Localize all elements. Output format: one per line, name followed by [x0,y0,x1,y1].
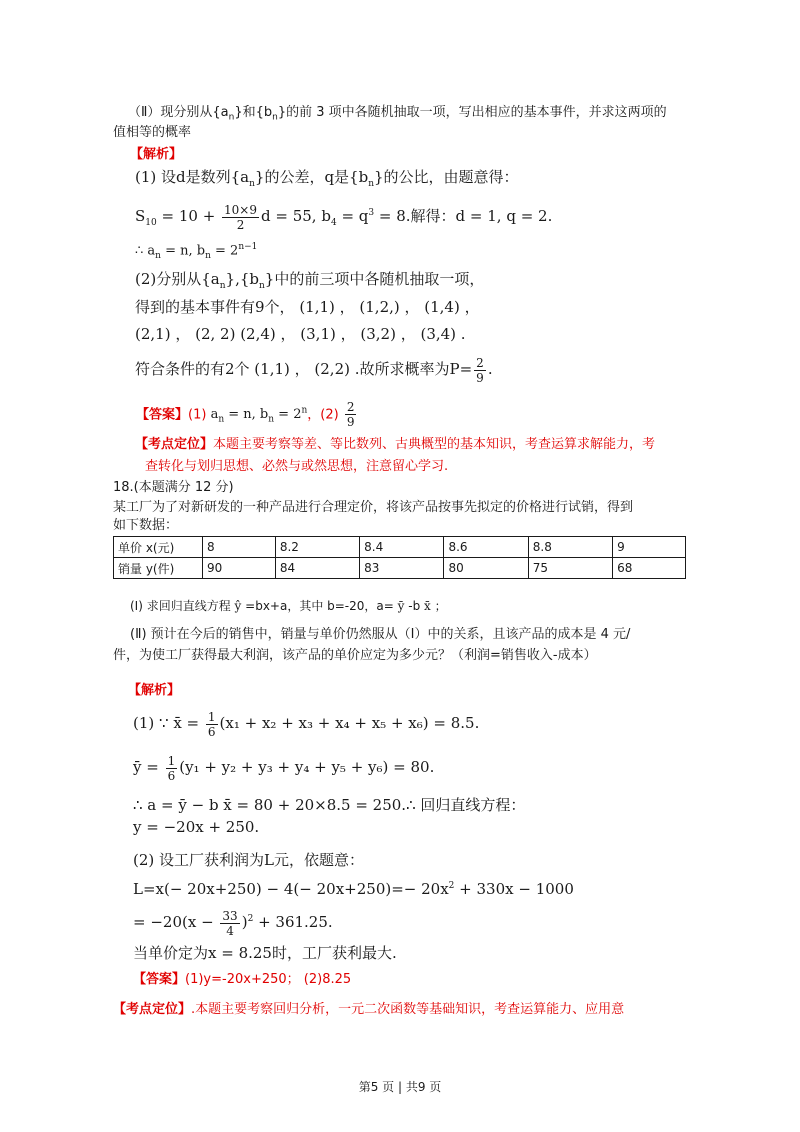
denominator: 9 [346,415,355,430]
question-18-heading: 18.(本题满分 12 分) [113,480,234,495]
text-segment: 符合条件的有2个 (1,1) ， (2,2) .故所求概率为P= [135,360,473,378]
numerator: 2 [346,400,355,415]
text-segment: ) [241,913,248,931]
page-footer: 第5 页 | 共9 页 [358,1080,442,1094]
fraction [222,203,259,232]
denominator: 2 [236,217,245,232]
numerator: 2 [476,355,484,370]
analysis-label-1: 【解析】 [130,147,183,162]
text-segment: (Ⅰ) 求回归直线方程 [130,599,235,613]
key-point-1-line-2: 查转化与划归思想、必然与或然思想，注意留心学习. [145,459,449,474]
text-segment: = −20(x − [133,913,219,931]
text-segment: ȳ = [133,758,164,776]
table-row [114,558,686,579]
text-segment: -b [404,599,424,613]
solution-1-line-1 [135,168,519,193]
text-segment: = 2 [274,407,302,423]
denominator: 9 [476,370,484,385]
subscript: n [368,179,374,189]
key-point-label: 【考点定位】 [135,437,214,452]
text-segment: }的公差，q是{b [254,168,369,186]
text-segment: . [487,360,493,378]
table-cell: 8 [203,537,276,558]
table-row [114,537,686,558]
text-segment: d = 55, b [261,207,331,225]
text-segment: L=x(− 20x+250) − 4(− 20x+250)=− 20x [133,880,449,898]
subscript: 10 [145,218,157,228]
text-segment: + 330x − 1000 [454,880,574,898]
table-cell: 84 [275,558,359,579]
table-cell: 8.2 [275,537,359,558]
text-segment: = 2 [210,243,239,259]
denominator: 6 [167,768,176,783]
solution-18-line-2 [133,750,434,784]
question-18-part-1 [130,597,447,615]
y-hat-symbol: ŷ [234,599,242,613]
solution-1-line-2 [135,196,552,240]
answer-1 [136,394,358,437]
question-18-part-2-line-1: (Ⅱ) 预计在今后的销售中，销量与单价仍然服从（Ⅰ）中的关系，且该产品的成本是 4 元/ [130,627,631,642]
text-segment: (1) 设d是数列{a [135,168,250,186]
solution-18-line-1 [133,706,479,740]
text-segment: },{b [225,270,259,288]
superscript: 3 [368,208,375,218]
solution-2-line-1 [135,270,484,295]
text-segment: ，(2) [307,407,343,423]
question-18-part-2-line-2: 件，为使工厂获得最大利润，该产品的单价应定为多少元？（利润=销售收入-成本） [113,648,597,663]
subscript: n [272,112,278,123]
fraction [474,356,486,385]
superscript: n [301,406,308,416]
table-cell: 80 [444,558,528,579]
subscript: n [249,179,255,189]
subscript: n [219,281,226,291]
x-bar-symbol: x̄ [424,599,431,613]
text-segment: = n, b [160,243,206,259]
answer-2 [133,971,351,989]
superscript: 2 [247,914,254,924]
superscript: 2 [448,881,455,891]
superscript: n−1 [238,242,258,252]
fraction [206,710,218,739]
text-segment: (1)y=-20x+250； (2)8.25 [185,972,352,987]
table-cell: 8.8 [528,537,612,558]
table-cell: 68 [613,558,686,579]
answer-1-formula [210,406,308,425]
text-segment: }和{b [234,105,273,120]
solution-18-line-4: y = −20x + 250. [133,818,260,836]
text-segment: （Ⅱ）现分别从{a [128,105,229,120]
question-part-2-line-2: 值相等的概率 [113,125,192,140]
solution-18-line-3: ∴ a = ȳ − b x̄ = 80 + 20×8.5 = 250.∴ 回归直线方程： [133,796,526,814]
text-segment: (1) ∵ x̄ = [133,714,204,732]
answer-label: 【答案】 [136,407,189,423]
solution-18-line-7 [133,902,333,939]
solution-1-line-3 [135,238,257,265]
subscript: n [205,250,211,261]
text-segment: (y₁ + y₂ + y₃ + y₄ + y₅ + y₆) = 80. [179,758,435,776]
text-segment: S [135,207,146,225]
text-segment: 本题主要考察等差、等比数列、古典概型的基本知识，考查运算求解能力，考 [213,437,656,452]
text-segment: (1) [188,407,211,423]
fraction [220,909,239,938]
answer-label: 【答案】 [133,972,186,987]
table-cell: 销量 y(件) [114,558,203,579]
denominator: 4 [226,923,234,938]
text-segment: .本题主要考察回归分析，一元二次函数等基础知识，考查运算能力、应用意 [191,1002,625,1017]
subscript: n [155,250,161,261]
text-segment: a [210,407,219,423]
y-bar-symbol: ȳ [397,599,405,613]
analysis-label-2: 【解析】 [128,683,181,698]
text-segment: =bx+a，其中 b=-20，a= [241,599,398,613]
text-segment: ； [430,599,447,613]
price-sales-table [113,536,686,579]
key-point-label: 【考点定位】 [113,1002,192,1017]
subscript: n [218,414,225,425]
solution-2-line-3: (2,1) ， (2, 2) (2,4) ， (3,1) ， (3,2) ， (3,4) . [135,325,466,343]
table-cell: 9 [613,537,686,558]
fraction [166,754,178,783]
text-segment: = 10 + [156,207,221,225]
numerator: 1 [207,709,216,724]
solution-2-line-2: 得到的基本事件有9个， (1,1) ， (1,2,) ， (1,4) ， [135,298,480,316]
denominator: 6 [207,724,216,739]
text-segment: }中的前三项中各随机抽取一项， [264,270,485,288]
text-segment: (2)分别从{a [135,270,220,288]
solution-2-line-4 [135,352,493,386]
question-18-line-2: 如下数据： [113,518,179,533]
table-cell: 8.4 [360,537,444,558]
numerator: 33 [222,908,238,923]
fraction [345,400,357,429]
subscript: n [259,281,265,291]
question-18-line-1: 某工厂为了对新研发的一种产品进行合理定价，将该产品按事先拟定的价格进行试销，得到 [113,500,634,515]
key-point-2 [113,1001,624,1019]
table-cell: 8.6 [444,537,528,558]
text-segment: ∴ a [135,243,156,259]
numerator: 1 [167,753,176,768]
key-point-1-line-1 [135,436,655,454]
table-cell: 83 [360,558,444,579]
text-segment: }的公比，由题意得： [374,168,519,186]
subscript: n [228,112,235,123]
numerator: 10×9 [224,202,257,217]
subscript: 4 [330,218,337,228]
table-cell: 90 [203,558,276,579]
subscript: n [268,414,275,425]
question-part-2-line-1 [128,104,667,127]
text-segment: }的前 3 项中各随机抽取一项，写出相应的基本事件，并求这两项的 [277,105,667,120]
text-segment: = 8.解得：d = 1, q = 2. [374,207,553,225]
text-segment: = n, b [224,407,269,423]
solution-18-line-6 [133,877,574,898]
text-segment: + 361.25. [253,913,333,931]
table-cell: 75 [528,558,612,579]
solution-18-line-5: (2) 设工厂获利润为L元，依题意： [133,851,364,869]
text-segment: (x₁ + x₂ + x₃ + x₄ + x₅ + x₆) = 8.5. [219,714,480,732]
table-cell: 单价 x(元) [114,537,203,558]
solution-18-line-8: 当单价定为x = 8.25时，工厂获利最大. [133,944,397,962]
text-segment: = q [336,207,369,225]
